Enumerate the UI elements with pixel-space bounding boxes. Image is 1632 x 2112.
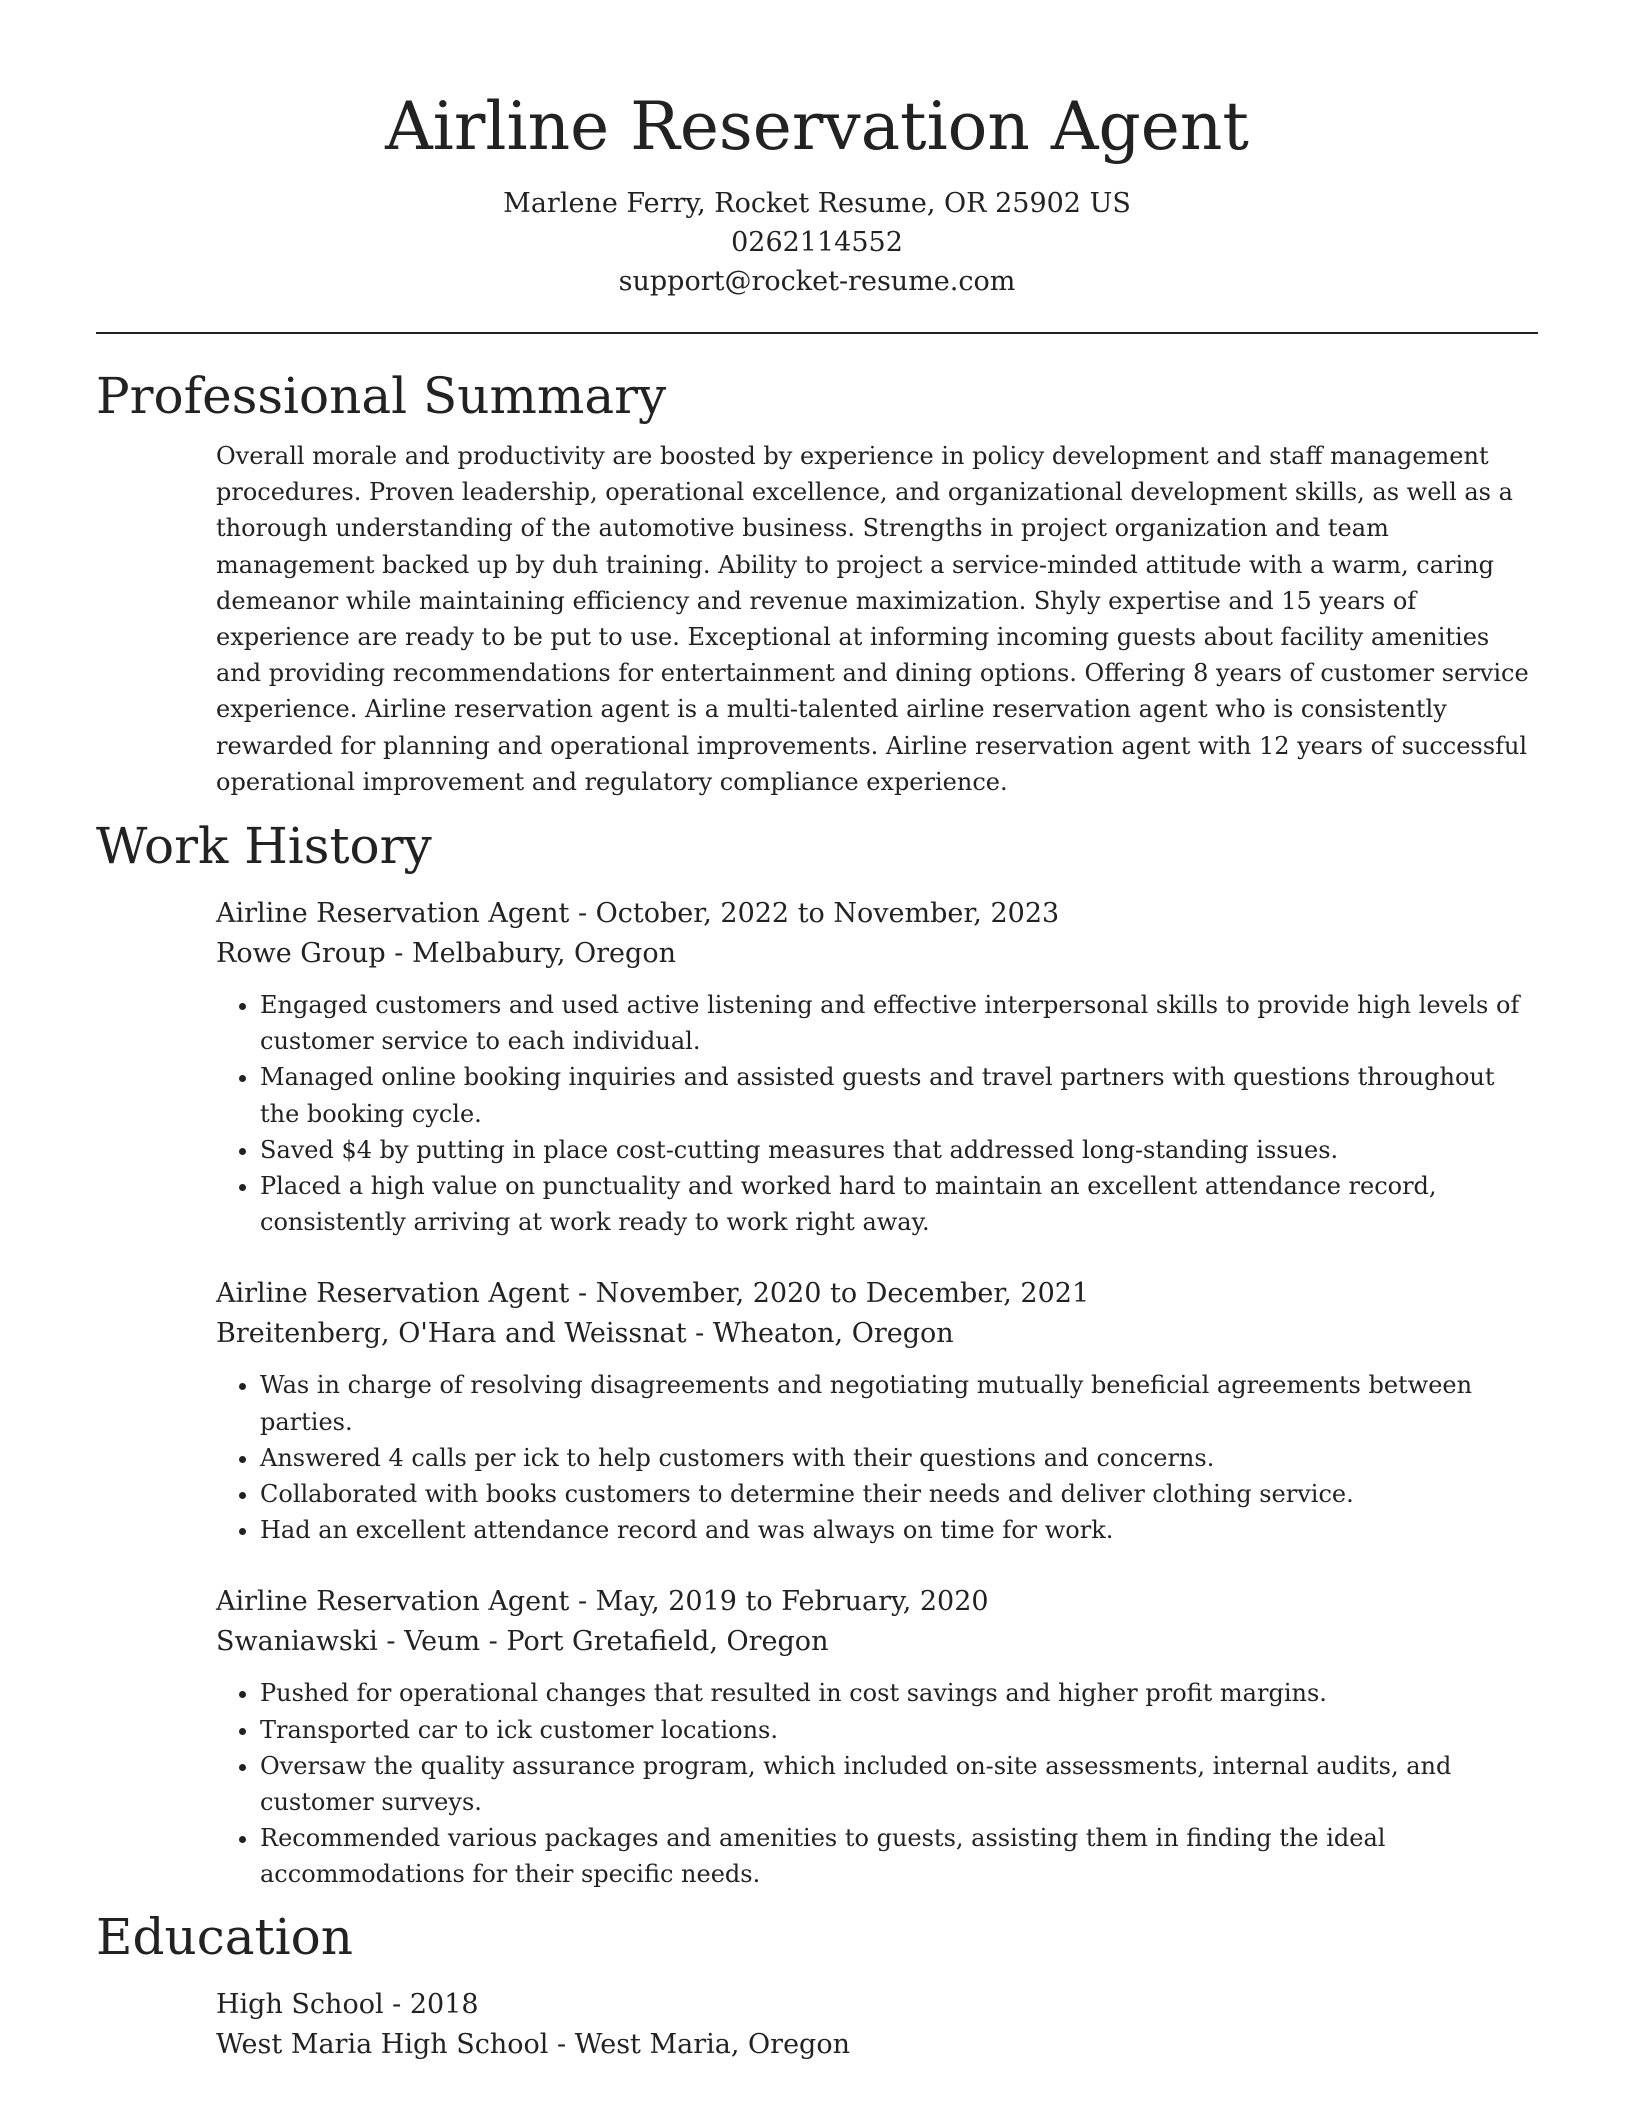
job-bullets <box>216 987 1538 1240</box>
resume-title: Airline Reservation Agent <box>385 88 1249 165</box>
contact-block <box>96 184 1538 301</box>
job-bullet: • Managed online booking inquiries and assisted guests and travel partners with questions throughout the booking cycle. <box>260 1059 1538 1131</box>
job-bullet: • Recommended various packages and amenities to guests, assisting them in finding the ideal accommodations for their specific needs. <box>260 1820 1538 1892</box>
job-bullets <box>216 1675 1538 1892</box>
job-bullet: • Was in charge of resolving disagreements and negotiating mutually beneficial agreements between parties. <box>260 1367 1538 1439</box>
resume-page <box>96 0 1538 2065</box>
education-school-line <box>216 2025 1538 2065</box>
education-heading: Education <box>96 1907 353 1966</box>
job-entry <box>216 1274 1538 1548</box>
work-history-heading: Work History <box>96 817 432 876</box>
job-bullet: • Transported car to ick customer locations. <box>260 1712 1538 1748</box>
job-title-line <box>216 1582 1538 1622</box>
job-company: Rowe Group <box>216 938 386 970</box>
job-bullet: • Pushed for operational changes that resulted in cost savings and higher profit margins. <box>260 1675 1538 1711</box>
job-company-line <box>216 1622 1538 1662</box>
education-entry <box>216 1985 1538 2065</box>
job-title-line <box>216 894 1538 934</box>
job-bullet: • Oversaw the quality assurance program, which included on-site assessments, internal audits, and customer surveys. <box>260 1748 1538 1820</box>
education-section <box>96 1905 1538 2065</box>
contact-phone: 0262114552 <box>731 227 903 258</box>
job-dates: - November, 2020 to December, 2021 <box>569 1278 1090 1310</box>
job-bullet: • Collaborated with books customers to determine their needs and deliver clothing service. <box>260 1476 1538 1512</box>
job-bullet: • Placed a high value on punctuality and worked hard to maintain an excellent attendance record, consistently arriving at work ready to work right away. <box>260 1168 1538 1240</box>
job-title: Airline Reservation Agent <box>216 1278 570 1310</box>
education-year: - 2018 <box>383 1988 479 2020</box>
summary-section <box>96 364 1538 800</box>
job-bullet: • Answered 4 calls per ick to help customers with their questions and concerns. <box>260 1440 1538 1476</box>
job-company-line <box>216 934 1538 974</box>
education-school: West Maria High School <box>216 2028 549 2060</box>
job-location: - Wheaton, Oregon <box>686 1318 954 1350</box>
education-location: - West Maria, Oregon <box>548 2028 850 2060</box>
job-entry <box>216 1582 1538 1892</box>
contact-address: Marlene Ferry, Rocket Resume, OR 25902 US <box>503 188 1131 219</box>
job-dates: - May, 2019 to February, 2020 <box>569 1586 989 1618</box>
job-title: Airline Reservation Agent <box>216 898 570 930</box>
job-location: - Melbabury, Oregon <box>385 938 676 970</box>
job-title-line <box>216 1274 1538 1314</box>
summary-text: Overall morale and productivity are boosted by experience in policy development and staff management procedures. Proven leadership, operational excellence, and organizational development skills, as well as a thorough understanding of the automotive business. Strengths in project organization and team management backed up by duh training. Ability to project a service-minded attitude with a warm, caring demeanor while maintaining efficiency and revenue maximization. Shyly expertise and 15 years of experience are ready to be put to use. Exceptional at informing incoming guests about facility amenities and providing recommendations for entertainment and dining options. Offering 8 years of customer service experience. Airline reservation agent is a multi-talented airline reservation agent who is consistently rewarded for planning and operational improvements. Airline reservation agent with 12 years of successful operational improvement and regulatory compliance experience. <box>216 442 1529 796</box>
contact-email: support@rocket-resume.com <box>618 266 1016 297</box>
header-divider <box>96 332 1538 334</box>
job-company: Breitenberg, O'Hara and Weissnat <box>216 1318 687 1350</box>
work-history-section <box>96 814 1538 1893</box>
education-degree-line <box>216 1985 1538 2025</box>
job-dates: - October, 2022 to November, 2023 <box>569 898 1060 930</box>
job-title: Airline Reservation Agent <box>216 1586 570 1618</box>
job-location: - Port Gretafield, Oregon <box>480 1626 829 1658</box>
job-bullet: • Engaged customers and used active listening and effective interpersonal skills to provide high levels of customer service to each individual. <box>260 987 1538 1059</box>
education-degree: High School <box>216 1988 384 2020</box>
job-company-line <box>216 1314 1538 1354</box>
job-bullets <box>216 1367 1538 1548</box>
job-entry <box>216 894 1538 1240</box>
job-company: Swaniawski - Veum <box>216 1626 481 1658</box>
job-bullet: • Saved $4 by putting in place cost-cutting measures that addressed long-standing issues. <box>260 1132 1538 1168</box>
summary-heading: Professional Summary <box>96 367 667 425</box>
job-bullet: • Had an excellent attendance record and was always on time for work. <box>260 1512 1538 1548</box>
